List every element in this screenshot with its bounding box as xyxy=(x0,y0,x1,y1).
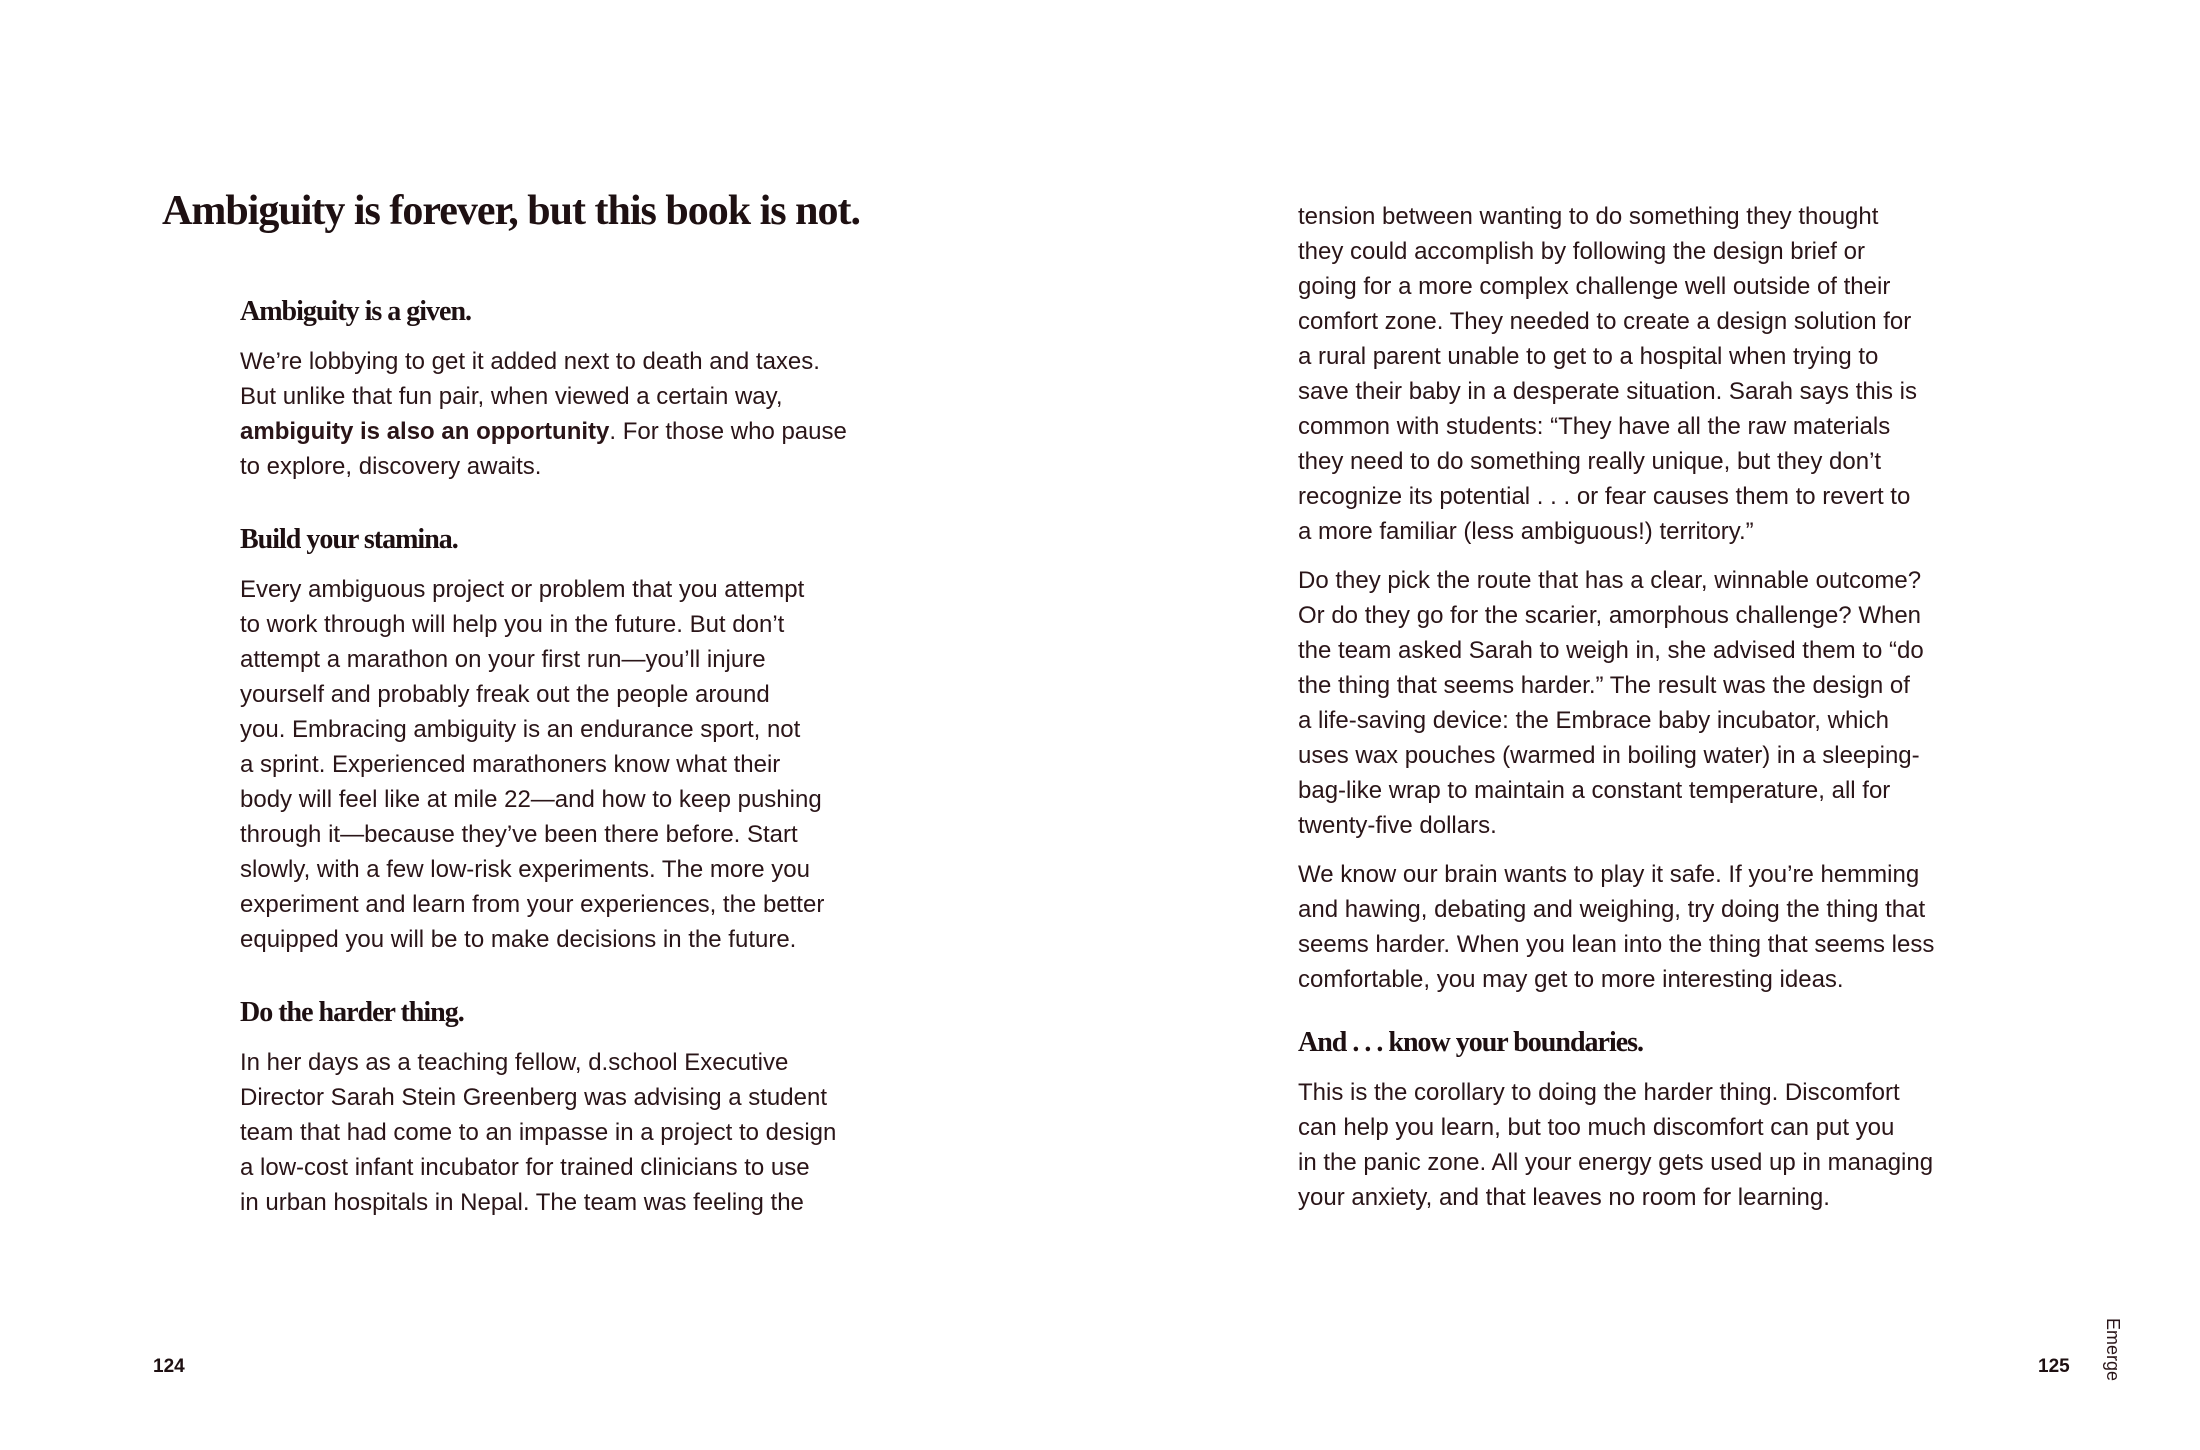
text-line: a life-saving device: the Embrace baby incubator, which xyxy=(1298,707,1889,734)
emphasis-text: ambiguity is also an opportunity xyxy=(240,418,610,445)
text-line: going for a more complex challenge well outside of their xyxy=(1298,273,1891,300)
paragraph-harder-thing xyxy=(240,1045,920,1220)
section-heading-build-stamina: Build your stamina. xyxy=(240,524,458,555)
page-number-left: 124 xyxy=(153,1356,185,1377)
text-line: uses wax pouches (warmed in boiling water) in a sleeping- xyxy=(1298,742,1920,769)
text-line: But unlike that fun pair, when viewed a certain way, xyxy=(240,383,783,410)
section-heading-ambiguity-given: Ambiguity is a given. xyxy=(240,296,472,327)
text-line xyxy=(240,414,920,449)
text-line: Or do they go for the scarier, amorphous challenge? When xyxy=(1298,602,1922,629)
text-line: can help you learn, but too much discomfort can put you xyxy=(1298,1114,1895,1141)
paragraph-continued xyxy=(1298,199,2018,549)
text-line: We know our brain wants to play it safe. If you’re hemming xyxy=(1298,861,1920,888)
text-line: to explore, discovery awaits. xyxy=(240,453,542,480)
text-line: through it—because they’ve been there before. Start xyxy=(240,821,798,848)
paragraph-play-safe xyxy=(1298,857,2018,997)
text-line: a low-cost infant incubator for trained clinicians to use xyxy=(240,1154,810,1181)
section-heading-boundaries: And . . . know your boundaries. xyxy=(1298,1027,1644,1058)
text-line: In her days as a teaching fellow, d.school Executive xyxy=(240,1049,789,1076)
right-column xyxy=(1298,199,2018,1229)
text-line: comfort zone. They needed to create a design solution for xyxy=(1298,308,1912,335)
text-line: This is the corollary to doing the harder thing. Discomfort xyxy=(1298,1079,1900,1106)
chapter-title: Ambiguity is forever, but this book is not. xyxy=(162,188,860,234)
text-line: a rural parent unable to get to a hospital when trying to xyxy=(1298,343,1879,370)
text-line: twenty-five dollars. xyxy=(1298,812,1497,839)
section-heading-harder-thing: Do the harder thing. xyxy=(240,997,464,1028)
text-line: recognize its potential . . . or fear causes them to revert to xyxy=(1298,483,1911,510)
text-line: the team asked Sarah to weigh in, she advised them to “do xyxy=(1298,637,1924,664)
text-line: Do they pick the route that has a clear, winnable outcome? xyxy=(1298,567,1922,594)
paragraph-build-stamina xyxy=(240,572,920,957)
text-line: they could accomplish by following the design brief or xyxy=(1298,238,1865,265)
text-line: save their baby in a desperate situation. Sarah says this is xyxy=(1298,378,1918,405)
text-line: We’re lobbying to get it added next to death and taxes. xyxy=(240,348,820,375)
text-line: comfortable, you may get to more interesting ideas. xyxy=(1298,966,1844,993)
text-line: the thing that seems harder.” The result was the design of xyxy=(1298,672,1910,699)
text-line: in the panic zone. All your energy gets used up in managing xyxy=(1298,1149,1934,1176)
running-head-chapter: Emerge xyxy=(2103,1318,2123,1382)
paragraph-ambiguity-given xyxy=(240,344,920,484)
paragraph-boundaries xyxy=(1298,1075,2018,1215)
right-page xyxy=(1100,0,2200,1450)
text-line: yourself and probably freak out the people around xyxy=(240,681,770,708)
text-line: team that had come to an impasse in a project to design xyxy=(240,1119,837,1146)
text-line: you. Embracing ambiguity is an endurance sport, not xyxy=(240,716,801,743)
text-line: and hawing, debating and weighing, try doing the thing that xyxy=(1298,896,1926,923)
text-line: your anxiety, and that leaves no room for learning. xyxy=(1298,1184,1830,1211)
text-line: in urban hospitals in Nepal. The team was feeling the xyxy=(240,1189,804,1216)
text-line: Every ambiguous project or problem that you attempt xyxy=(240,576,805,603)
text-line: Director Sarah Stein Greenberg was advising a student xyxy=(240,1084,827,1111)
text-line: they need to do something really unique, but they don’t xyxy=(1298,448,1882,475)
page-number-right: 125 xyxy=(2038,1356,2070,1377)
text-line: seems harder. When you lean into the thing that seems less xyxy=(1298,931,1935,958)
text-line: attempt a marathon on your first run—you’ll injure xyxy=(240,646,766,673)
left-column xyxy=(240,294,920,1258)
text-line: common with students: “They have all the raw materials xyxy=(1298,413,1891,440)
text-run: . For those who pause xyxy=(609,418,847,445)
text-line: a sprint. Experienced marathoners know what their xyxy=(240,751,781,778)
text-line: experiment and learn from your experiences, the better xyxy=(240,891,825,918)
text-line: tension between wanting to do something they thought xyxy=(1298,203,1879,230)
text-line: bag-like wrap to maintain a constant temperature, all for xyxy=(1298,777,1891,804)
text-line: equipped you will be to make decisions in the future. xyxy=(240,926,797,953)
paragraph-route xyxy=(1298,563,2018,843)
text-line: body will feel like at mile 22—and how to keep pushing xyxy=(240,786,822,813)
text-line: to work through will help you in the future. But don’t xyxy=(240,611,785,638)
text-line: a more familiar (less ambiguous!) territory.” xyxy=(1298,518,1754,545)
text-line: slowly, with a few low-risk experiments. The more you xyxy=(240,856,810,883)
